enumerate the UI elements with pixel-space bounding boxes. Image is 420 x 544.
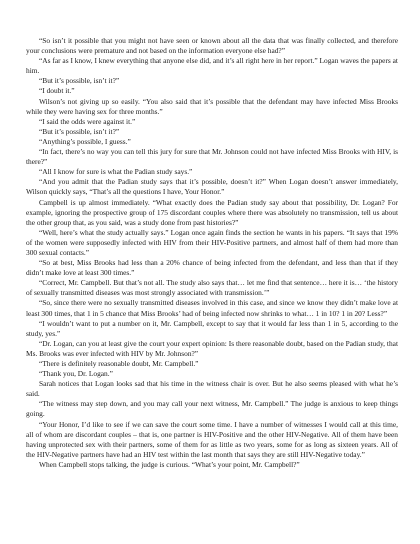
paragraph: “And you admit that the Padian study says that it’s possible, doesn’t it?” When Logan doesn’t answer immediately, Wilson quickly says, “That’s all the questions I have, Your Honor.” — [26, 177, 398, 197]
paragraph: “So isn’t it possible that you might not have seen or known about all the data that was finally collected, and therefore your conclusions were premature and not based on the information everyone else had?” — [26, 36, 398, 56]
paragraph: “Thank you, Dr. Logan.” — [39, 369, 113, 379]
paragraph: “But it’s possible, isn’t it?” — [39, 126, 120, 136]
paragraph: “All I know for sure is what the Padian study says.” — [39, 167, 193, 177]
paragraph: “But it’s possible, isn’t it?” — [39, 76, 120, 86]
paragraph: “I said the odds were against it.” — [39, 116, 136, 126]
paragraph: “As far as I know, I knew everything that anyone else did, and it’s all right here in her report.” Logan waves the papers at him. — [26, 56, 398, 76]
paragraph: Campbell is up almost immediately. “What exactly does the Padian study say about that possibility, Dr. Logan? For example, ignoring the prospective group of 175 discordant couples where there was absolutely no transmission, tell us about the other group that, as you said, was a study done from past histories?” — [26, 197, 398, 227]
paragraph: “So at best, Miss Brooks had less than a 20% chance of being infected from the defendant, and less than that if they didn’t make love at least 300 times.” — [26, 258, 398, 278]
paragraph: “In fact, there’s no way you can tell this jury for sure that Mr. Johnson could not have infected Miss Brooks with HIV, is there?” — [26, 147, 398, 167]
paragraph: Sarah notices that Logan looks sad that his time in the witness chair is over. But he also seems pleased with what he’s said. — [26, 379, 398, 399]
document-page — [26, 36, 398, 470]
paragraph: “So, since there were no sexually transmitted diseases involved in this case, and since we know they didn’t make love at least 300 times, that 1 in 5 chance that Miss Brooks’ had of being infected now shrinks to what… 1 in 10? 1 in 20? Less?” — [26, 298, 398, 318]
paragraph: Wilson’s not giving up so easily. “You also said that it’s possible that the defendant may have infected Miss Brooks while they were having sex for three months.” — [26, 96, 398, 116]
paragraph: “The witness may step down, and you may call your next witness, Mr. Campbell.” The judge is anxious to keep things going. — [26, 399, 398, 419]
paragraph: “I wouldn’t want to put a number on it, Mr. Campbell, except to say that it would far less than 1 in 5, according to the study, yes.” — [26, 318, 398, 338]
paragraph: “Your Honor, I’d like to see if we can save the court some time. I have a number of witnesses I would call at this time, all of whom are discordant couples – that is, one partner is HIV-Positive and the other HIV-Negative. All of them have been having unprotected sex with their partners, some of them for as little as two years, some for as long as sixteen years. All of the HIV-Negative partners have had an HIV test within the last month that says they are still HIV-Negative today.” — [26, 419, 398, 459]
paragraph: “Correct, Mr. Campbell. But that’s not all. The study also says that… let me find that sentence… here it is… ‘the history of sexually transmitted diseases was most strongly associated with transmission.’” — [26, 278, 398, 298]
paragraph: “Dr. Logan, can you at least give the court your expert opinion: Is there reasonable doubt, based on the Padian study, that Ms. Brooks was ever infected with HIV by Mr. Johnson?” — [26, 338, 398, 358]
paragraph: “Well, here’s what the study actually says.” Logan once again finds the section he wants in his papers. “It says that 19% of the women were supposedly infected with HIV from their HIV-Positive partners, and almost half of them had more than 300 sexual contacts.” — [26, 227, 398, 257]
paragraph: “There is definitely reasonable doubt, Mr. Campbell.” — [39, 359, 199, 368]
paragraph: “I doubt it.” — [39, 86, 75, 96]
paragraph: When Campbell stops talking, the judge is curious. “What’s your point, Mr. Campbell?” — [39, 459, 300, 469]
paragraph: “Anything’s possible, I guess.” — [39, 136, 131, 146]
